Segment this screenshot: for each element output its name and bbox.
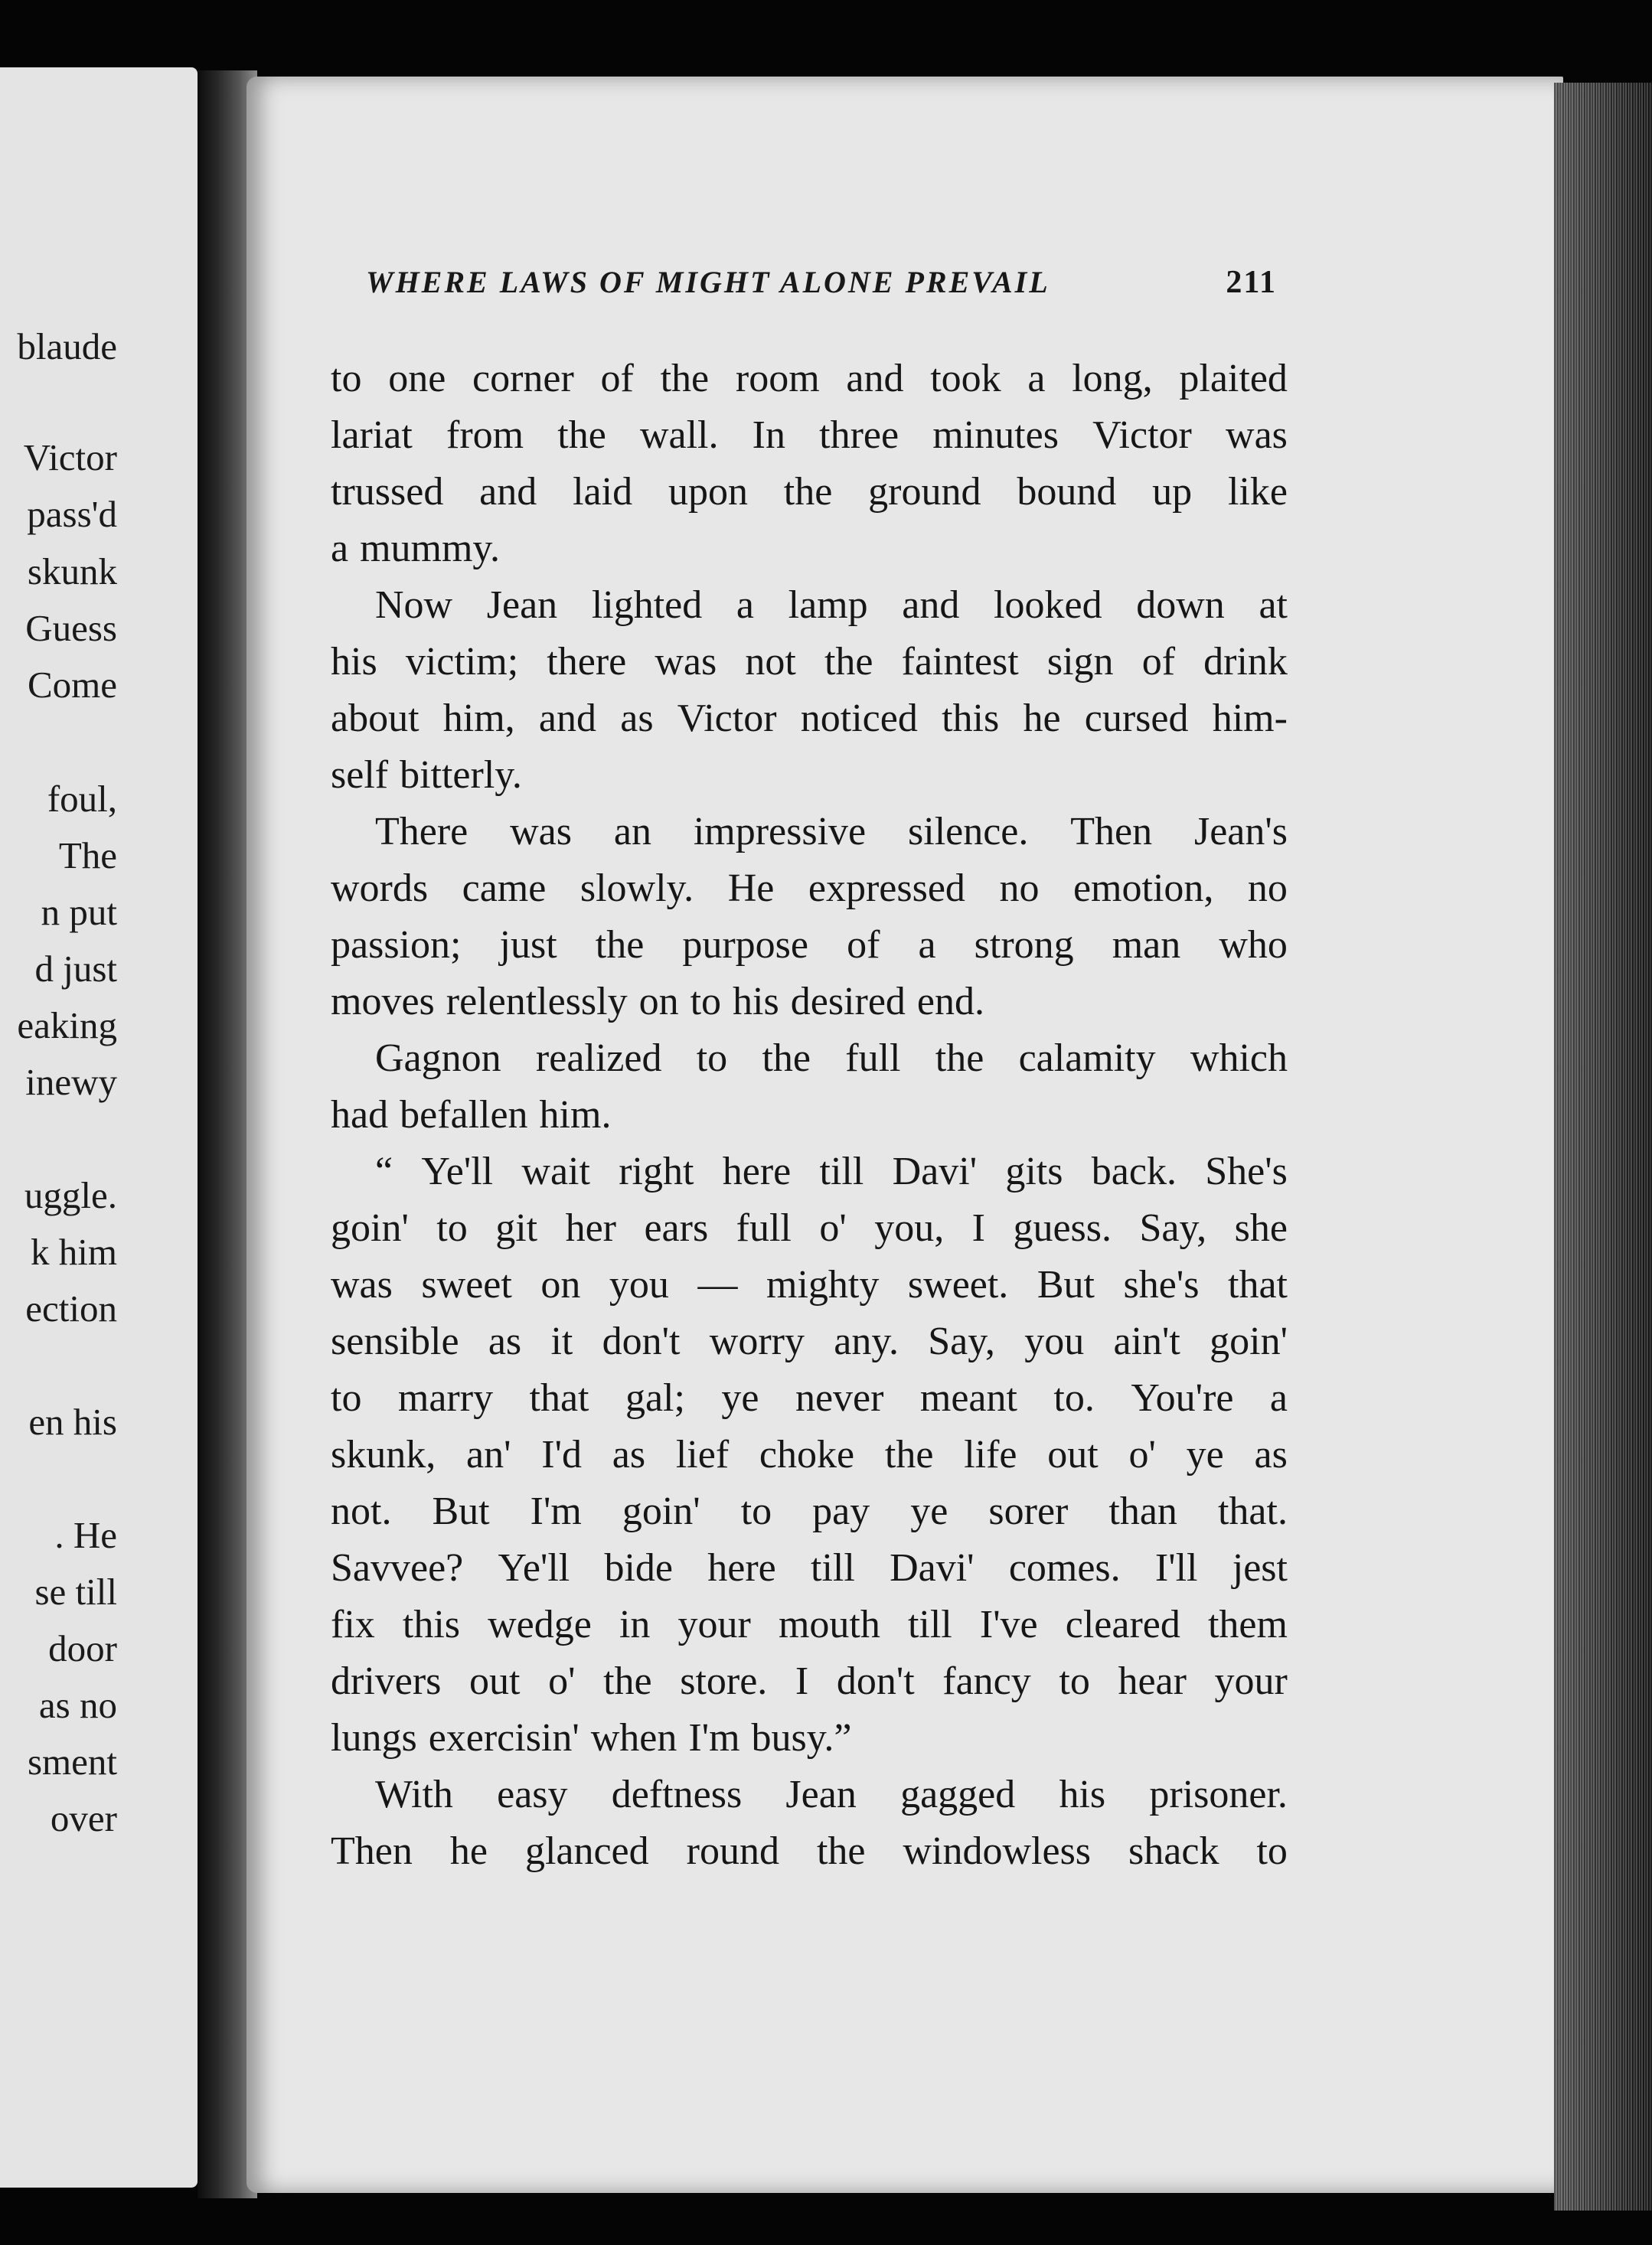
left-page-fragment: as no (38, 1684, 117, 1726)
left-page-fragment: sment (27, 1741, 117, 1783)
text-line: to one corner of the room and took a long, plaited (331, 357, 1288, 400)
text-line: goin' to git her ears full o' you, I guess. Say, she (331, 1206, 1288, 1250)
text-line: words came slowly. He expressed no emotion, no (331, 866, 1288, 910)
left-page (0, 67, 198, 2188)
text-line: sensible as it don't worry any. Say, you ain't goin' (331, 1320, 1288, 1363)
left-page-fragment: k him (31, 1231, 117, 1273)
text-line: was sweet on you — mighty sweet. But she's that (331, 1263, 1288, 1307)
left-page-fragment: door (48, 1627, 117, 1669)
left-page-fragment: over (50, 1797, 117, 1839)
left-page-fragment: en his (28, 1401, 117, 1443)
left-page-fragment: Guess (25, 607, 117, 649)
text-line: self bitterly. (331, 753, 522, 797)
left-page-fragment: Victor (23, 436, 117, 478)
left-page-fragment: The (58, 834, 117, 876)
left-page-fragment: n put (41, 891, 117, 933)
text-line: Gagnon realized to the full the calamity which (375, 1036, 1288, 1080)
text-line: drivers out o' the store. I don't fancy to hear your (331, 1659, 1288, 1703)
text-line: “ Ye'll wait right here till Davi' gits back. She's (375, 1150, 1288, 1193)
left-page-fragment: inewy (25, 1061, 117, 1103)
left-page-fragment: Come (27, 664, 117, 706)
text-line: moves relentlessly on to his desired end. (331, 980, 984, 1023)
left-page-fragment: d just (34, 948, 117, 990)
left-page-fragment: foul, (47, 778, 117, 820)
text-line: lungs exercisin' when I'm busy.” (331, 1716, 852, 1760)
running-title: WHERE LAWS OF MIGHT ALONE PREVAIL (366, 265, 1050, 299)
text-line: There was an impressive silence. Then Jean's (375, 810, 1288, 853)
text-line: fix this wedge in your mouth till I've cleared them (331, 1603, 1288, 1646)
left-page-fragment: se till (34, 1571, 117, 1613)
text-line: not. But I'm goin' to pay ye sorer than that. (331, 1490, 1288, 1533)
page-number: 211 (1226, 265, 1277, 300)
text-line: skunk, an' I'd as lief choke the life out o' ye as (331, 1433, 1288, 1477)
left-page-fragment: eaking (17, 1004, 117, 1046)
text-line: lariat from the wall. In three minutes Victor was (331, 413, 1288, 457)
text-line: a mummy. (331, 527, 501, 570)
page-edges (1554, 83, 1652, 2211)
left-page-fragment: . He (54, 1514, 117, 1556)
text-line: Now Jean lighted a lamp and looked down at (375, 583, 1288, 627)
left-page-fragment: uggle. (24, 1174, 117, 1216)
running-head (366, 264, 1277, 307)
text-line: Then he glanced round the windowless shack to (331, 1829, 1288, 1873)
left-page-fragment: blaude (17, 325, 117, 367)
left-page-fragment: ection (25, 1287, 117, 1330)
text-line: his victim; there was not the faintest sign of drink (331, 640, 1288, 684)
text-line: had befallen him. (331, 1093, 612, 1137)
text-line: Savvee? Ye'll bide here till Davi' comes. I'll jest (331, 1546, 1288, 1590)
text-line: With easy deftness Jean gagged his prisoner. (375, 1773, 1288, 1816)
left-page-fragment: skunk (27, 550, 117, 592)
text-line: to marry that gal; ye never meant to. You're a (331, 1376, 1288, 1420)
left-page-fragment: pass'd (27, 493, 117, 535)
body-text (331, 351, 1288, 1880)
text-line: about him, and as Victor noticed this he cursed him- (331, 697, 1288, 740)
text-line: passion; just the purpose of a strong man who (331, 923, 1288, 967)
text-line: trussed and laid upon the ground bound up like (331, 470, 1288, 514)
